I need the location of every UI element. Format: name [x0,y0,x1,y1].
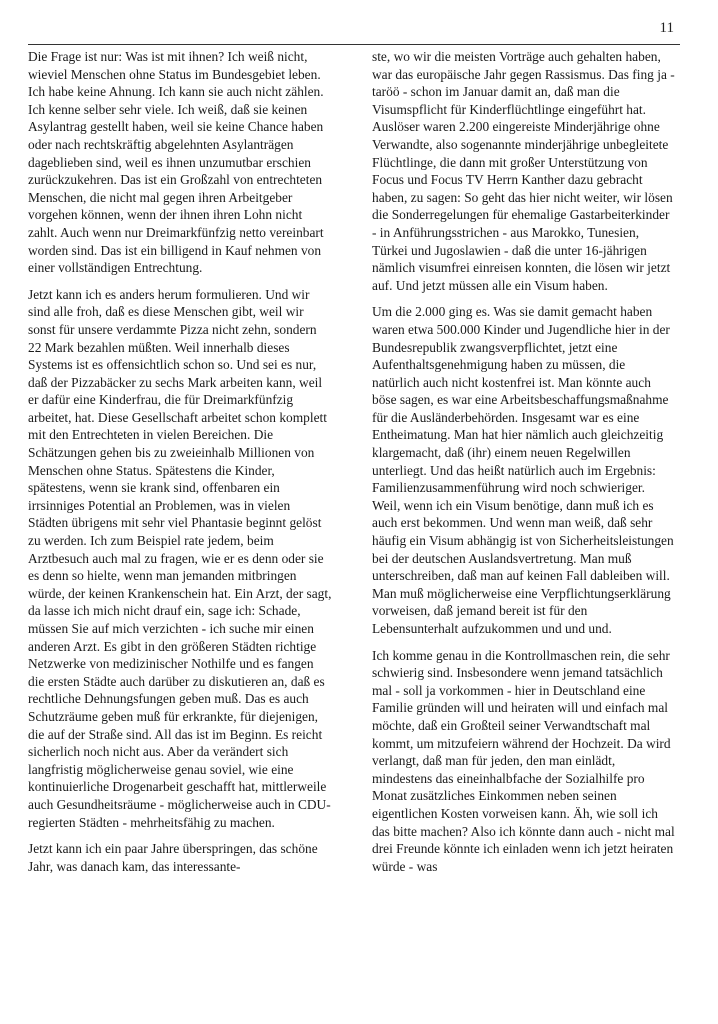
left-column [28,48,332,884]
paragraph: Die Frage ist nur: Was ist mit ihnen? Ich weiß nicht, wieviel Menschen ohne Status im Bundesgebiet leben. Ich habe keine Ahnung. Ich kann sie auch nicht zählen. Ich kenne selber sehr viele. Ich weiß, daß sie keinen Asylantrag gestellt haben, weil sie keine Chance haben oder nach rechtskräftig abgelehnten Asylanträgen dageblieben sind, weil es ihnen unzumutbar erschien zurückzukehren. Das ist ein Großzahl von entrechteten Menschen, die nicht mal gegen ihren Arbeitgeber vorgehen können, wenn der ihnen ihren Lohn nicht zahlt. Auch wenn nur Dreimarkfünfzig netto vereinbart worden sind. Das ist ein billigend in Kauf nehmen von einer vollständigen Entrechtung. [28,49,324,276]
right-column [372,48,676,884]
paragraph: Jetzt kann ich es anders herum formulieren. Und wir sind alle froh, daß es diese Menschen gibt, weil wir sonst für unsere verdammte Pizza nicht zehn, sondern 22 Mark bezahlen müßten. Weil innerhalb dieses Systems ist es offensichtlich schon so. Und sei es nur, daß der Pizzabäcker zu sechs Mark arbeiten kann, weil er dafür eine Kinderfrau, die für Dreimarkfünfzig arbeitet, hat. Diese Gesellschaft arbeitet schon komplett mit den Entrechteten in vielen Bereichen. Die Schätzungen gehen bis zu zweieinhalb Millionen von Menschen ohne Status. Spätestens die Kinder, spätestens, wenn sie krank sind, offenbaren ein irrsinniges Potential an Problemen, was in vielen Städten übrigens mit sehr viel Phantasie beginnt gelöst zu werden. Ich zum Beispiel rate jedem, beim Arztbesuch auch mal zu fragen, wie er es denn oder sie es denn so hielte, wenn man jemanden mitbringen würde, der keinen Krankenschein hat. Ein Arzt, der sagt, da lasse ich mich nicht drauf ein, sage ich: Schade, müssen Sie auf mich verzichten - ich suche mir einen anderen Arzt. Es gibt in den größeren Städten richtige Netzwerke von medizinischer Nothilfe und es fangen die ersten Städte auch darüber zu diskutieren an, daß es rechtliche Dehnungsfungen geben muß. Das es auch Schutzräume geben muß für erkrankte, für diejenigen, die auf der Straße sind. All das ist im Beginn. Es reicht sicherlich noch nicht aus. Aber da verändert sich langfristig möglicherweise genau soviel, wie eine kontinuierliche Drogenarbeit geschafft hat, mittlerweile auch Gesundheitsräume - möglicherweise auch in CDU-regierten Städten - mehrheitsfähig zu machen. [28,286,332,830]
header-rule [28,44,680,45]
paragraph: Ich komme genau in die Kontrollmaschen rein, die sehr schwierig sind. Insbesondere wenn jemand tatsächlich mal - soll ja vorkommen - hier in Deutschland eine Familie gründen will und heiraten will und einfach mal möchte, daß ein Großteil seiner Verwandtschaft mal kommt, um mitzufeiern während der Hochzeit. Da wird verlangt, daß man für jeden, den man einlädt, mindestens das eineinhalbfache der Sozialhilfe pro Monat zusätzliches Einkommen neben seinen eigentlichen Kosten vorweisen kann. Äh, wie soll ich das bitte machen? Also ich könnte dann auch - nicht mal drei Freunde könnte ich einladen wenn ich jetzt heiraten würde - was [372,647,675,874]
paragraph: Um die 2.000 ging es. Was sie damit gemacht haben waren etwa 500.000 Kinder und Jugendliche hier in der Bundesrepublik zwangsverpflichtet, jetzt eine Aufenthaltsgenehmigung haben zu müssen, die natürlich auch nicht kostenfrei ist. Man könnte auch böse sagen, es war eine Arbeitsbeschaffungsmaßnahme für die Ausländerbehörden. Insgesamt war es eine Entheimatung. Man hat hier nämlich auch gleichzeitig klargemacht, daß (ihr) einem neuen Regelwillen unterliegt. Und das heißt natürlich auch im Ergebnis: Familienzusammenführung wird noch schwieriger. Weil, wenn ich ein Visum benötige, dann muß ich es auch erst bekommen. Und wenn man weiß, daß sehr häufig ein Visum abhängig ist von Sicherheitsleistungen bei der deutschen Auslandsvertretung. Man muß unterschreiben, daß man auf keinen Fall dableiben will. Man muß möglicherweise eine Verpflichtungserklärung vorweisen, daß jemand bereit ist für den Lebensunterhalt aufzukommen und und und. [372,304,674,636]
paragraph: ste, wo wir die meisten Vorträge auch gehalten haben, war das europäische Jahr gegen Rassismus. Das fing ja - taröö - schon im Januar damit an, daß man die Visumspflicht für Kinderflüchtlinge eingeführt hat. Auslöser waren 2.200 eingereiste Minderjährige ohne Verwandte, also sogenannte minderjährige unbegleitete Flüchtlinge, die dann mit großer Unterstützung von Focus und Focus TV Herrn Kanther dazu gebracht haben, zu sagen: So geht das hier nicht weiter, wir lösen die Sonderregelungen für ehemalige Gastarbeiterkinder - in Anführungsstrichen - aus Marokko, Tunesien, Türkei und Jugoslawien - daß die unter 16-jährigen nämlich visumfrei einreisen konnten, die lösen wir jetzt auf. Und jetzt müssen alle ein Visum haben. [372,49,675,293]
page-number: 11 [659,20,674,36]
paragraph: Jetzt kann ich ein paar Jahre überspringen, das schöne Jahr, was danach kam, das interessante- [28,841,318,874]
